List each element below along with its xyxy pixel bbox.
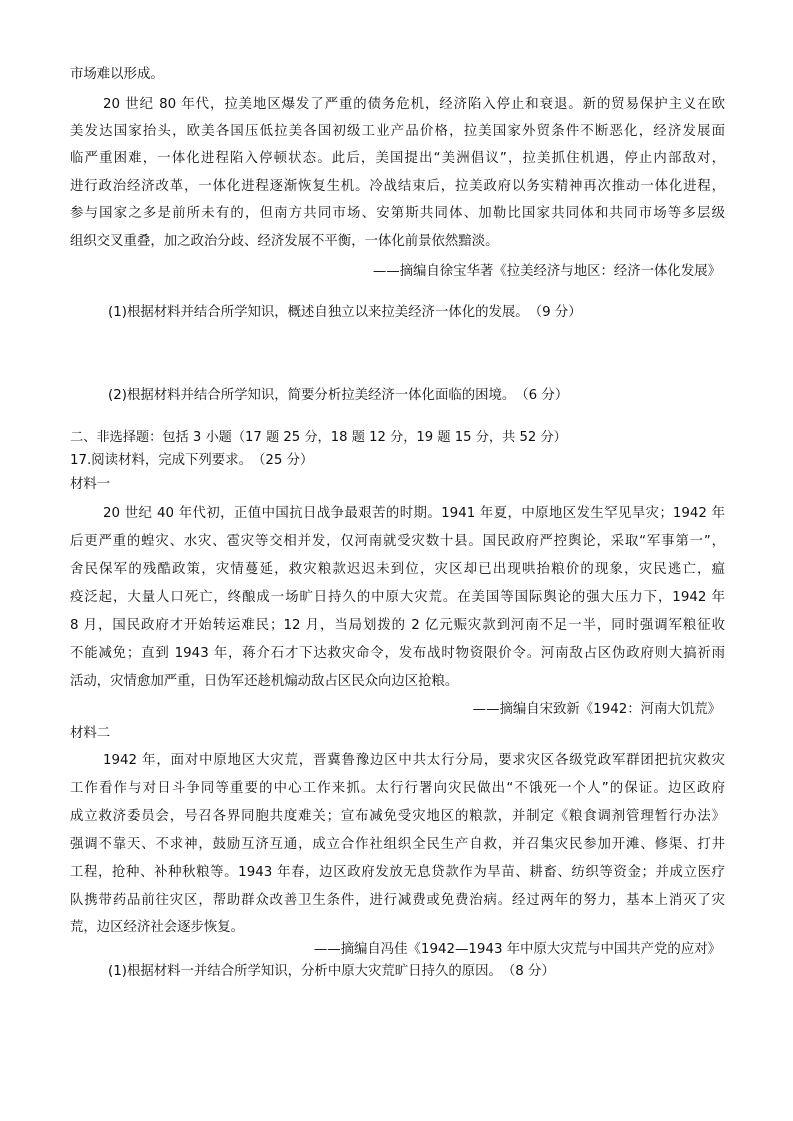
paragraph-line: 20 世纪 80 年代，拉美地区爆发了严重的债务危机，经济陷入停止和衰退。新的贸易保护主义在欧 [103, 97, 725, 112]
source-citation: ——摘编自徐宝华著《拉美经济与地区：经济一体化发展》 [372, 264, 721, 279]
paragraph-line: 活动，灾情愈加严重，日伪军还趁机煽动敌占区民众向边区抢粮。 [70, 674, 459, 689]
paragraph-line: 荒，边区经济社会逐步恢复。 [70, 920, 245, 935]
paragraph-line: 工作看作与对日斗争同等重要的中心工作来抓。太行行署向灾民做出“不饿死一个人”的保证。边区政府 [70, 781, 725, 796]
paragraph-line: 1942 年，面对中原地区大灾荒，晋冀鲁豫边区中共太行分局，要求灾区各级党政军群团把抗灾救灾 [103, 753, 725, 768]
paragraph-line: 不能减免；直到 1943 年，蒋介石才下达救灾命令，发布战时物资限价令。河南敌占区伪政府则大搞祈雨 [70, 646, 725, 661]
paragraph-line: 临严重困难，一体化进程陷入停顿状态。此后，美国提出“美洲倡议”，拉美抓住机遇，停止内部敌对， [70, 151, 725, 166]
paragraph-line: 疫泛起，大量人口死亡，终酿成一场旷日持久的中原大灾荒。在美国等国际舆论的强大压力下，1942 年 [70, 590, 725, 605]
material-1-title: 材料一 [70, 477, 111, 492]
paragraph-line: 美发达国家抬头，欧美各国压低拉美各国初级工业产品价格，拉美国家外贸条件不断恶化，经济发展面 [70, 124, 725, 139]
paragraph-line: 队携带药品前往灾区，帮助群众改善卫生条件，进行减费或免费治病。经过两年的努力，基本上消灭了灾 [70, 893, 725, 908]
paragraph-line: 后更严重的蝗灾、水灾、雹灾等交相并发，仅河南就受灾数十县。国民政府严控舆论，采取“军事第一”， [70, 534, 725, 549]
paragraph-line: 参与国家之多是前所未有的，但南方共同市场、安第斯共同体、加勒比国家共同体和共同市场等多层级 [70, 206, 725, 221]
paragraph-line: 8 月，国民政府才开始转运难民；12 月，当局划拨的 2 亿元赈灾款到河南不足一半，同时强调军粮征收 [70, 618, 725, 633]
paragraph-line: 舍民保军的残酷政策，灾情蔓延，救灾粮款迟迟未到位，灾区却已出现哄抬粮价的现象，灾民逃亡，瘟 [70, 562, 725, 577]
source-citation: ——摘编自宋致新《1942：河南大饥荒》 [472, 702, 721, 717]
paragraph-line: 工程，抢种、补种秋粮等。1943 年春，边区政府发放无息贷款作为旱苗、耕畜、纺织等资金；并成立医疗 [70, 865, 725, 880]
section-header: 二、非选择题：包括 3 小题（17 题 25 分，18 题 12 分，19 题 15 分，共 52 分） [70, 430, 567, 445]
paragraph-line: 20 世纪 40 年代初，正值中国抗日战争最艰苦的时期。1941 年夏，中原地区发生罕见旱灾；1942 年 [103, 506, 725, 521]
paragraph-line: 成立救济委员会，号召各界同胞共度难关；宣布减免受灾地区的粮款，并制定《粮食调剂管理暂行办法》 [70, 809, 725, 824]
source-citation: ——摘编自冯佳《1942—1943 年中原大灾荒与中国共产党的应对》 [313, 942, 721, 957]
paragraph-line: 进行政治经济改革，一体化进程逐渐恢复生机。冷战结束后，拉美政府以务实精神再次推动一体化进程， [70, 179, 725, 194]
paragraph-line: 市场难以形成。 [70, 67, 164, 82]
question-17: 17.阅读材料，完成下列要求。 （25 分） [70, 453, 314, 468]
question-2: (2)根据材料并结合所学知识，简要分析拉美经济一体化面临的困境。 （6 分） [108, 388, 569, 403]
question-17-1: (1)根据材料一并结合所学知识，分析中原大灾荒旷日持久的原因。 （8 分） [108, 964, 555, 979]
question-1: (1)根据材料并结合所学知识，概述自独立以来拉美经济一体化的发展。 （9 分） [108, 305, 582, 320]
material-2-title: 材料二 [70, 726, 111, 741]
paragraph-line: 组织交叉重叠，加之政治分歧、经济发展不平衡，一体化前景依然黯淡。 [70, 234, 499, 249]
paragraph-line: 强调不靠天、不求神，鼓励互济互通，成立合作社组织全民生产自救，并召集灾民参加开滩、修渠、打井 [70, 837, 725, 852]
